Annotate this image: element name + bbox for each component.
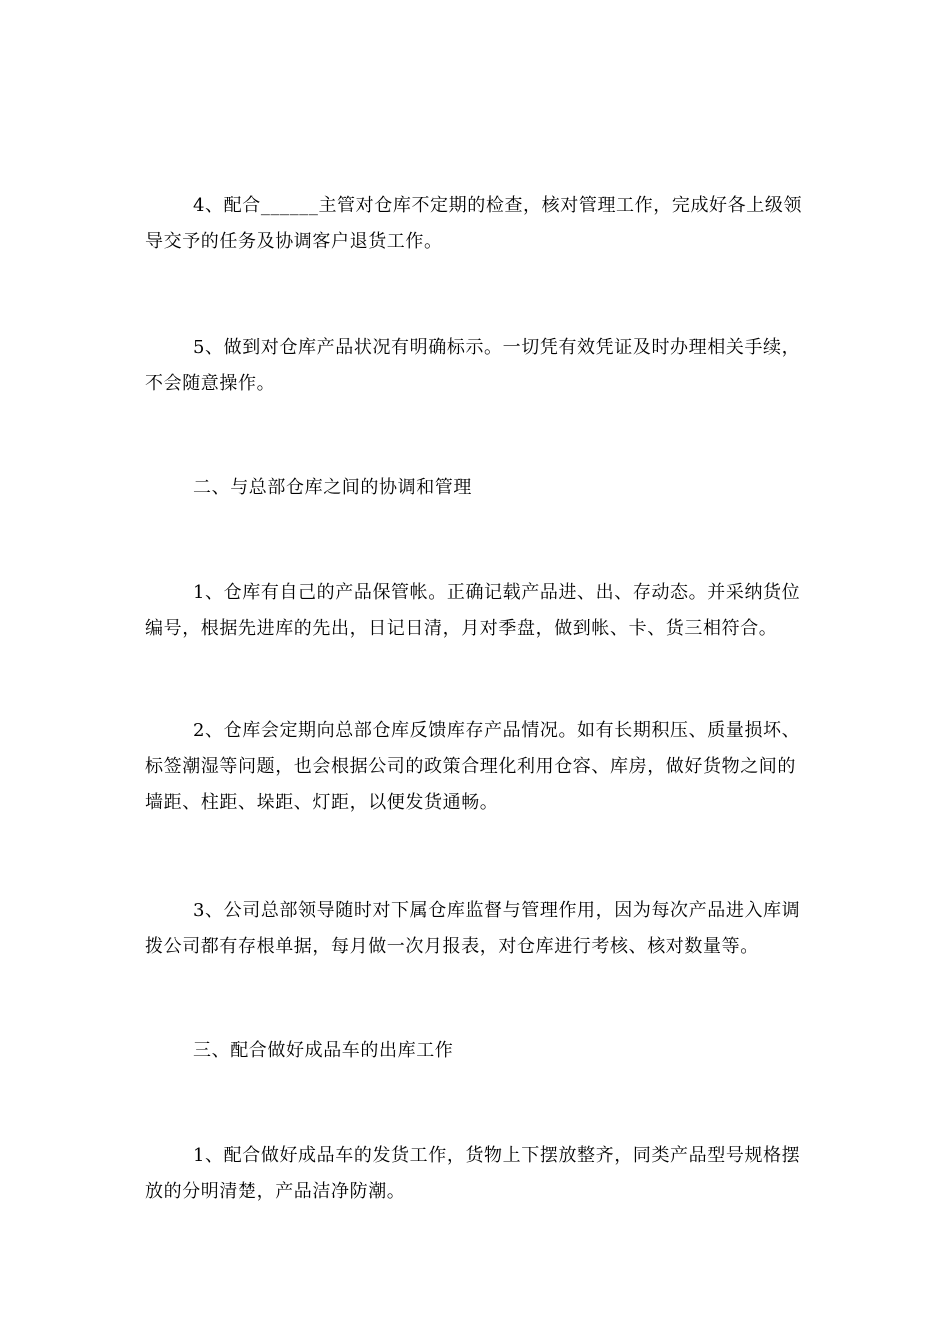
- paragraph-section-2-item-1: 1、仓库有自己的产品保管帐。正确记载产品进、出、存动态。并采纳货位编号，根据先进库的先出，日记日清，月对季盘，做到帐、卡、货三相符合。: [145, 582, 801, 639]
- paragraph-item-5: 5、做到对仓库产品状况有明确标示。一切凭有效凭证及时办理相关手续，不会随意操作。: [145, 337, 801, 394]
- paragraph-item-4: 4、配合______主管对仓库不定期的检查，核对管理工作，完成好各上级领导交予的任务及协调客户退货工作。: [145, 195, 803, 252]
- paragraph-section-2-item-2: 2、仓库会定期向总部仓库反馈库存产品情况。如有长期积压、质量损坏、标签潮湿等问题，也会根据公司的政策合理化利用仓容、库房，做好货物之间的墙距、柱距、垛距、灯距，以便发货通畅。: [145, 720, 801, 813]
- paragraph-section-2-item-3: 3、公司总部领导随时对下属仓库监督与管理作用，因为每次产品进入库调拨公司都有存根单据，每月做一次月报表，对仓库进行考核、核对数量等。: [145, 900, 801, 957]
- section-3-heading: 三、配合做好成品车的出库工作: [193, 1040, 454, 1061]
- paragraph-section-3-item-1: 1、配合做好成品车的发货工作，货物上下摆放整齐，同类产品型号规格摆放的分明清楚，产品洁净防潮。: [145, 1145, 801, 1202]
- section-2-heading: 二、与总部仓库之间的协调和管理: [193, 477, 472, 498]
